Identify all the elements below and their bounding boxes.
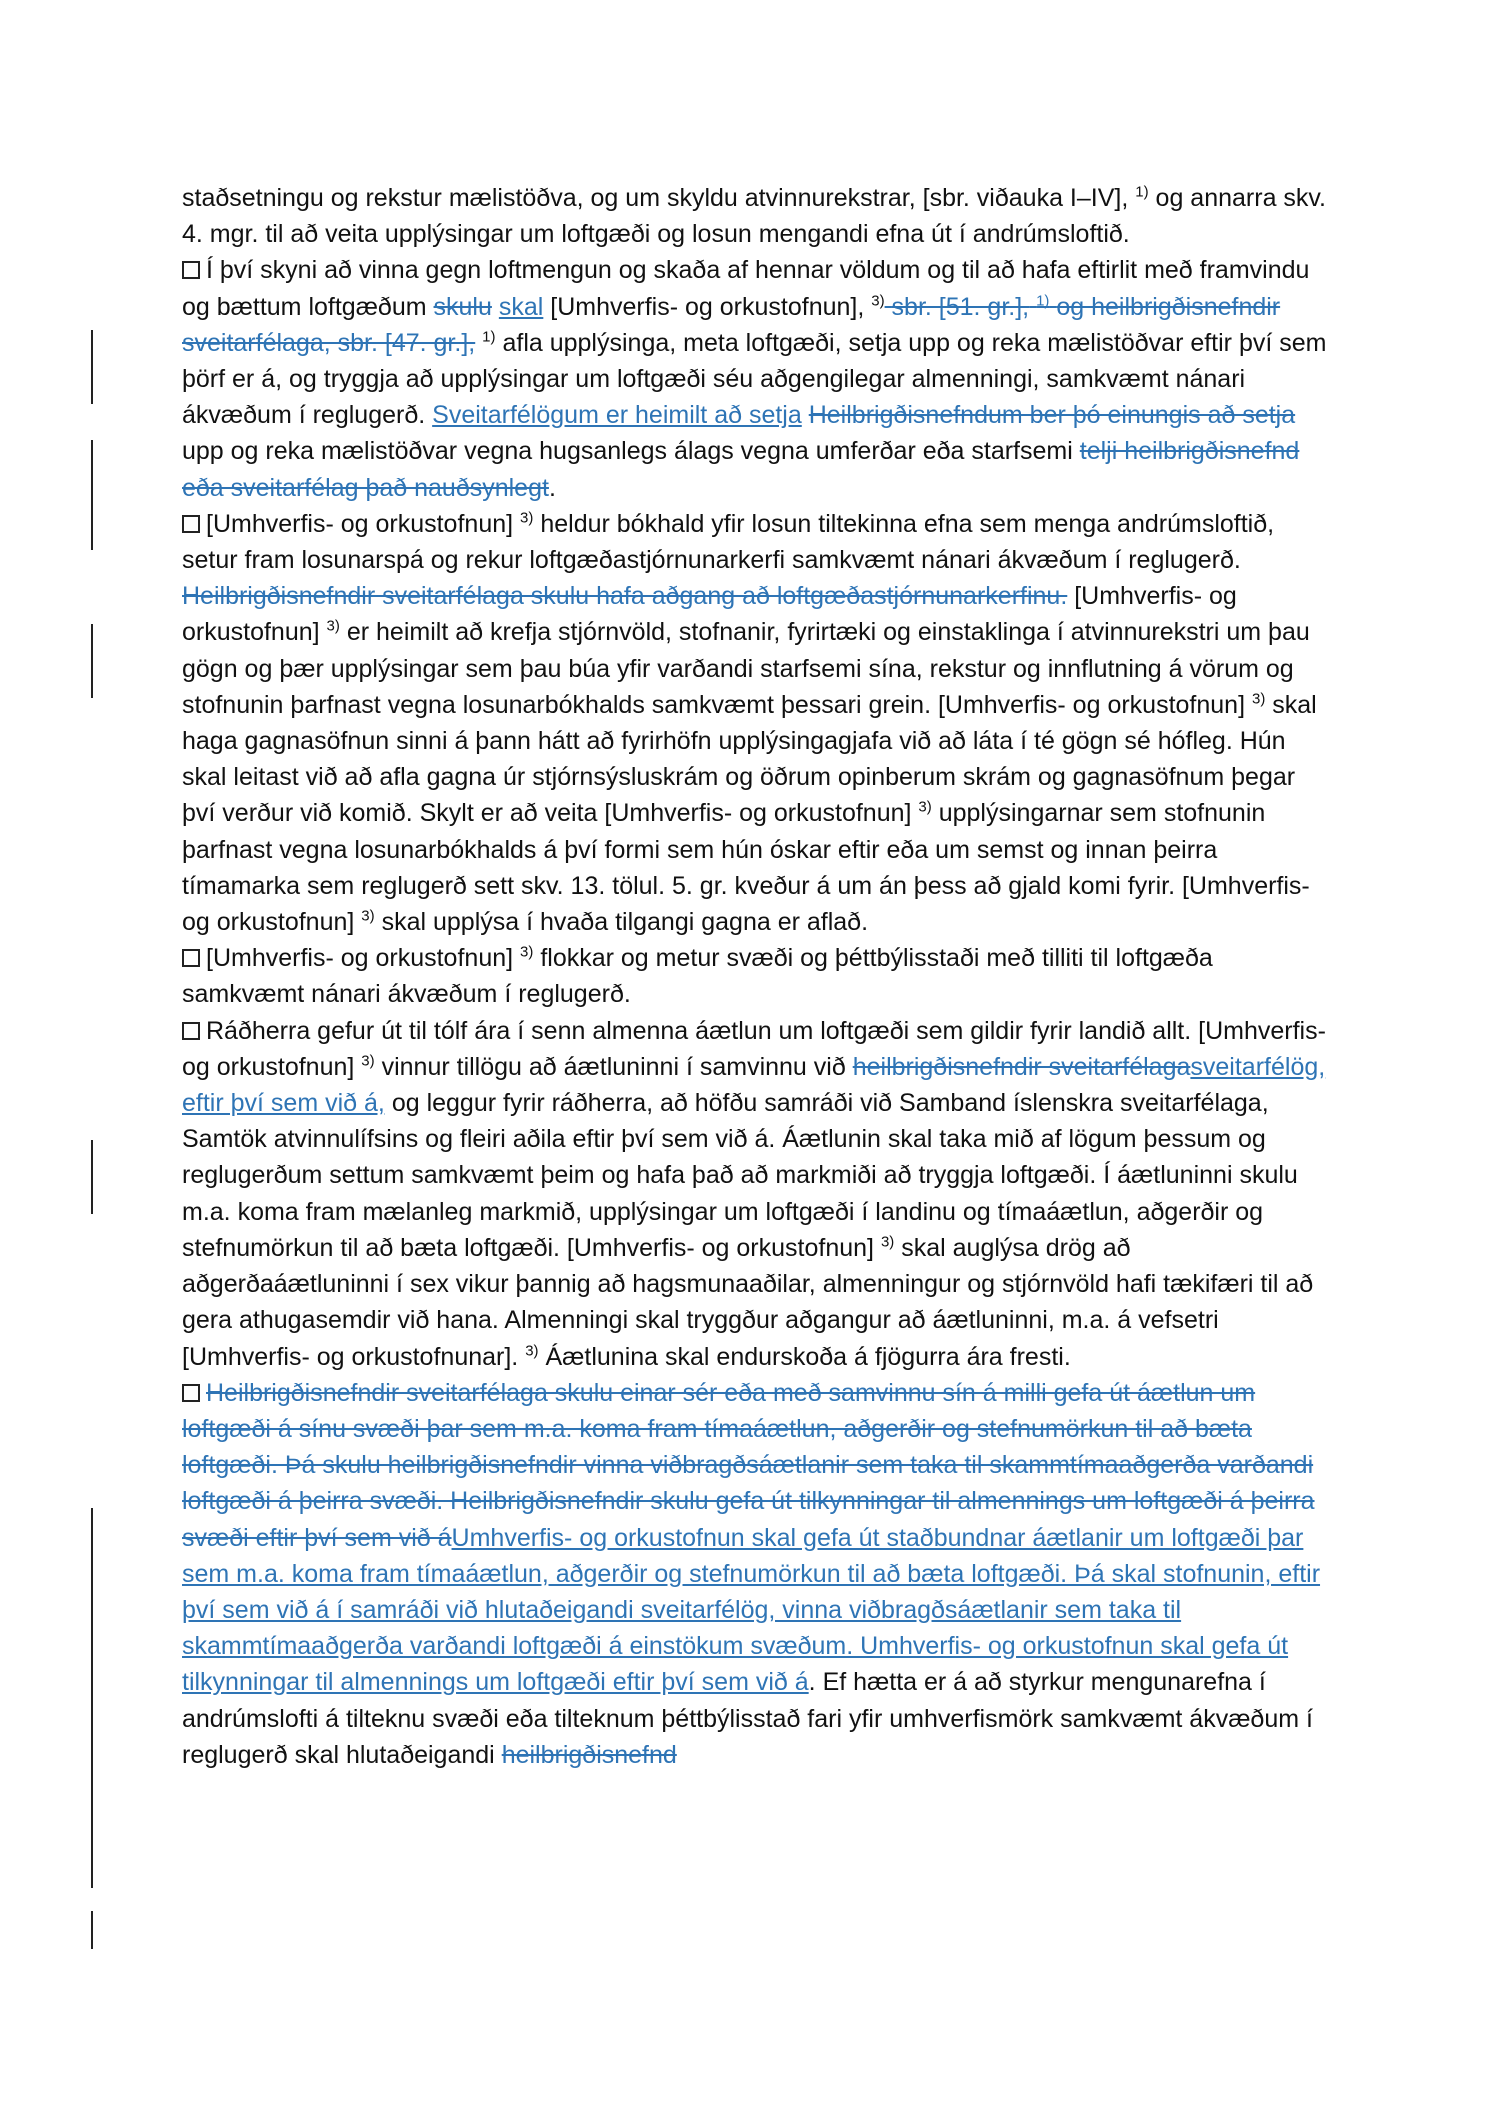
paragraph-checkbox [182, 515, 200, 533]
deleted-text: heilbrigðisnefnd [501, 1740, 677, 1769]
body-text: er heimilt að krefja stjórnvöld, stofnanir, fyrirtæki og einstaklinga í atvinnurekstri um þau gögn og þær upplýsingar sem þau búa yfir varðandi starfsemi sína, rekstur og innflutning á vörum og stofnunin þarfnast vegna losunarbókhalds samkvæmt þessari grein. [Umhverfis- og orkustofnun] [182, 618, 1310, 719]
inserted-text: Sveitarfélögum er heimilt að setja [432, 401, 802, 430]
change-bar [91, 1911, 93, 1949]
body-text: staðsetningu og rekstur mælistöðva, og um skyldu atvinnurekstrar, [sbr. viðauka I–IV], [182, 184, 1129, 212]
body-text: . [548, 473, 556, 502]
paragraph-checkbox [182, 261, 200, 279]
deleted-text: Heilbrigðisnefndir sveitarfélaga skulu hafa aðgang að loftgæðastjórnunarkerfinu. [182, 582, 1068, 611]
inserted-text: sveitarfélög, eftir því sem við á, [182, 1052, 1326, 1118]
deleted-text-part: og heilbrigðisnefndir sveitarfélaga, sbr. [47. gr.], [182, 292, 1281, 357]
body-text: Áætlunina skal endurskoða á fjögurra ára fresti. [545, 1342, 1071, 1371]
paragraph-checkbox [182, 1384, 200, 1402]
footnote-ref: 3) [520, 509, 534, 527]
body-text: Í því skyni að vinna gegn loftmengun og skaða af hennar völdum og til að hafa eftirlit með framvindu og bættum loftgæðum [182, 256, 1310, 321]
deleted-text-part: sbr. [51. gr.], [891, 292, 1030, 321]
change-bar [91, 624, 93, 698]
paragraph-4 [182, 940, 1332, 1012]
change-bar [91, 330, 93, 404]
deleted-text: skulu [433, 292, 492, 321]
body-text: skal upplýsa í hvaða tilgangi gagna er aflað. [381, 908, 869, 937]
paragraph-3 [182, 506, 1332, 940]
footnote-ref: 3) [361, 1052, 375, 1070]
change-bar [91, 1140, 93, 1214]
body-text: heldur bókhald yfir losun tiltekinna efna sem menga andrúmsloftið, setur fram losunarspá og rekur loftgæðastjórnunarkerfi samkvæmt nánari ákvæðum í reglugerð. [182, 509, 1275, 575]
inserted-text: skal [498, 292, 544, 321]
deleted-text: heilbrigðisnefndir sveitarfélaga [852, 1052, 1191, 1081]
paragraph-5 [182, 1013, 1332, 1375]
footnote-ref: 1) [1135, 183, 1149, 201]
body-text: skal haga gagnasöfnun sinni á þann hátt að fyrirhöfn upplýsingagjafa við að láta í té gögn sé hófleg. Hún skal leitast við að afla gagna úr stjórnsýsluskrám og öðrum opinberum skrám og gagnasöfnum þegar því verður við komið. Skylt er að veita [Umhverfis- og orkustofnun] [182, 690, 1317, 828]
deleted-text: Heilbrigðisnefndum ber þó einungis að setja [808, 401, 1296, 430]
footnote-ref: 3) [871, 292, 885, 310]
body-text: upplýsingarnar sem stofnunin þarfnast vegna losunarbókhalds á því formi sem hún óskar eftir eða um semst og innan þeirra tímamarka sem reglugerð sett skv. 13. tölul. 5. gr. kveður á um án þess að gjald komi fyrir. [Umhverfis- og orkustofnun] [182, 799, 1310, 937]
body-text: og leggur fyrir ráðherra, að höfðu samráði við Samband íslenskra sveitarfélaga, Samtök atvinnulífsins og fleiri aðila eftir því sem við á. Áætlunin skal taka mið af lögum þessum og reglugerðum settum samkvæmt þeim og hafa það að markmiði að tryggja loftgæði. Í áætluninni skulu m.a. koma fram mælanleg markmið, upplýsingar um loftgæði í landinu og tímaáætlun, aðgerðir og stefnumörkun til að bæta loftgæði. [Umhverfis- og orkustofnun] [182, 1089, 1298, 1262]
body-text: [Umhverfis- og orkustofnun] [206, 509, 514, 538]
footnote-ref: 3) [880, 1233, 895, 1251]
footnote-ref: 3) [1251, 690, 1266, 708]
change-bar [91, 1508, 93, 1888]
body-text: upp og reka mælistöðvar vegna hugsanlegs álags vegna umferðar eða starfsemi [182, 437, 1073, 466]
body-text: og annarra skv. 4. mgr. til að veita upplýsingar um loftgæði og losun mengandi efna út í andrúmsloftið. [182, 184, 1327, 249]
paragraph-6 [182, 1375, 1332, 1773]
footnote-ref: 3) [361, 907, 375, 925]
footnote-ref: 1) [482, 328, 496, 346]
document-body [182, 180, 1332, 1773]
inserted-text: Umhverfis- og orkustofnun skal gefa út staðbundnar áætlanir um loftgæði þar sem m.a. koma fram tímaáætlun, aðgerðir og stefnumörkun til að bæta loftgæði. Þá skal stofnunin, eftir því sem við á í samráði við hlutaðeigandi sveitarfélög, vinna viðbragðsáætlanir sem taka til skammtímaaðgerða varðandi loftgæði á einstökum svæðum. Umhverfis- og orkustofnun skal gefa út tilkynningar til almennings um loftgæði eftir því sem við á [182, 1523, 1321, 1697]
footnote-ref: 1) [1036, 292, 1050, 310]
body-text: . Ef hætta er á að styrkur mengunarefna í andrúmslofti á tilteknu svæði eða tilteknum þéttbýlisstað fari yfir umhverfismörk samkvæmt ákvæðum í reglugerð skal hlutaðeigandi [182, 1668, 1313, 1769]
deleted-text: telji heilbrigðisnefnd eða sveitarfélag það nauðsynlegt [182, 437, 1300, 502]
footnote-ref: 3) [918, 799, 932, 817]
footnote-ref: 3) [525, 1342, 539, 1360]
paragraph-checkbox [182, 1022, 200, 1040]
deleted-text: Heilbrigðisnefndir sveitarfélaga skulu einar sér eða með samvinnu sín á milli gefa út áætlun um loftgæði á sínu svæði þar sem m.a. koma fram tímaáætlun, aðgerðir og stefnumörkun til að bæta loftgæði. Þá skulu heilbrigðisnefndir vinna viðbragðsáætlanir sem taka til skammtímaaðgerða varðandi loftgæði á þeirra svæði. Heilbrigðisnefndir skulu gefa út tilkynningar til almennings um loftgæði á þeirra svæði eftir því sem við á [182, 1378, 1315, 1552]
paragraph-1 [182, 180, 1332, 252]
body-text: [Umhverfis- og orkustofnun], [550, 292, 865, 321]
paragraph-checkbox [182, 949, 200, 967]
body-text: afla upplýsinga, meta loftgæði, setja upp og reka mælistöðvar eftir því sem þörf er á, og tryggja að upplýsingar um loftgæði séu aðgengilegar almenningi, samkvæmt nánari ákvæðum í reglugerð. [182, 328, 1327, 430]
footnote-ref: 3) [520, 943, 534, 961]
body-text: skal auglýsa drög að aðgerðaáætluninni í sex vikur þannig að hagsmunaaðilar, almenningur og stjórnvöld hafi tækifæri til að gera athugasemdir við hana. Almenningi skal tryggður aðgangur að áætluninni, m.a. á vefsetri [Umhverfis- og orkustofnunar]. [182, 1233, 1314, 1371]
body-text: vinnur tillögu að áætluninni í samvinnu við [381, 1052, 846, 1081]
body-text: Ráðherra gefur út til tólf ára í senn almenna áætlun um loftgæði sem gildir fyrir landið allt. [Umhverfis- og orkustofnun] [182, 1016, 1326, 1081]
body-text: [Umhverfis- og orkustofnun] [182, 582, 1237, 647]
body-text: [Umhverfis- og orkustofnun] [206, 944, 514, 973]
footnote-ref: 3) [326, 618, 340, 636]
paragraph-2 [182, 252, 1332, 505]
change-bar [91, 440, 93, 550]
body-text: flokkar og metur svæði og þéttbýlisstaði með tilliti til loftgæða samkvæmt nánari ákvæðum í reglugerð. [182, 944, 1213, 1009]
